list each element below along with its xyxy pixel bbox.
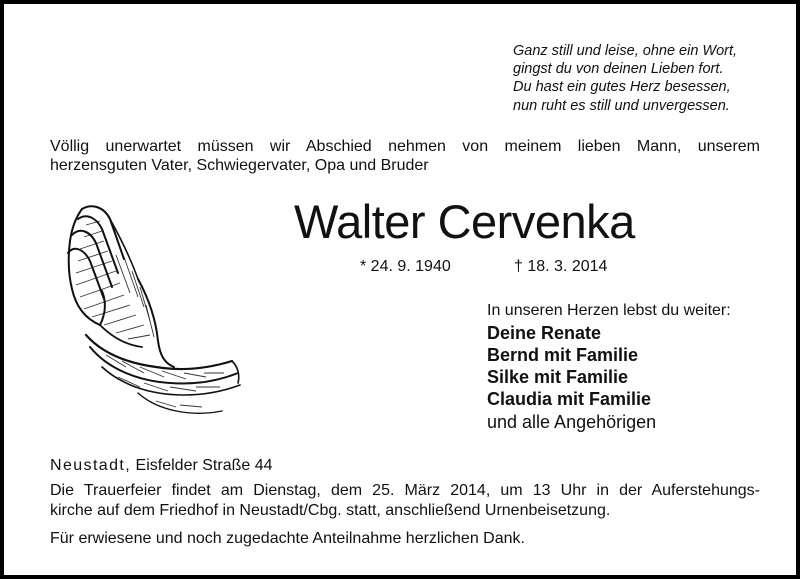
intro-line: herzensguten Vater, Schwiegervater, Opa und Bruder	[50, 157, 429, 174]
family-member: Claudia mit Familie	[487, 389, 652, 409]
funeral-info	[50, 481, 760, 521]
birth-date: * 24. 9. 1940	[360, 258, 451, 275]
praying-hands-icon	[46, 197, 246, 422]
other-relatives: und alle Angehörigen	[487, 412, 657, 432]
intro-text	[50, 137, 760, 175]
poem-line: nun ruht es still und unvergessen.	[513, 97, 730, 114]
family-member: Deine Renate	[487, 323, 602, 343]
address-street: Eisfelder Straße 44	[135, 457, 273, 474]
poem-line: gingst du von deinen Lieben fort.	[513, 61, 724, 78]
intro-line: Völlig unerwartet müssen wir Abschied nehmen von meinem lieben Mann, unserem	[50, 138, 760, 155]
family-member: Silke mit Familie	[487, 367, 629, 387]
death-date: † 18. 3. 2014	[514, 258, 608, 275]
address	[50, 457, 273, 475]
thanks-text: Für erwiesene und noch zugedachte Anteilnahme herzlichen Dank.	[50, 530, 525, 547]
funeral-line: Die Trauerfeier findet am Dienstag, dem 25. März 2014, um 13 Uhr in der Auferstehungs-	[50, 482, 760, 499]
poem-line: Ganz still und leise, ohne ein Wort,	[513, 43, 738, 59]
family-member: Bernd mit Familie	[487, 345, 639, 365]
poem-line: Du hast ein gutes Herz besessen,	[513, 79, 731, 96]
survivors-lead: In unseren Herzen lebst du weiter:	[487, 302, 731, 319]
poem	[513, 42, 773, 115]
deceased-name: Walter Cervenka	[294, 195, 635, 248]
address-city: Neustadt,	[50, 457, 132, 474]
funeral-line: kirche auf dem Friedhof in Neustadt/Cbg. statt, anschließend Urnenbeisetzung.	[50, 502, 611, 519]
survivors	[487, 300, 731, 434]
